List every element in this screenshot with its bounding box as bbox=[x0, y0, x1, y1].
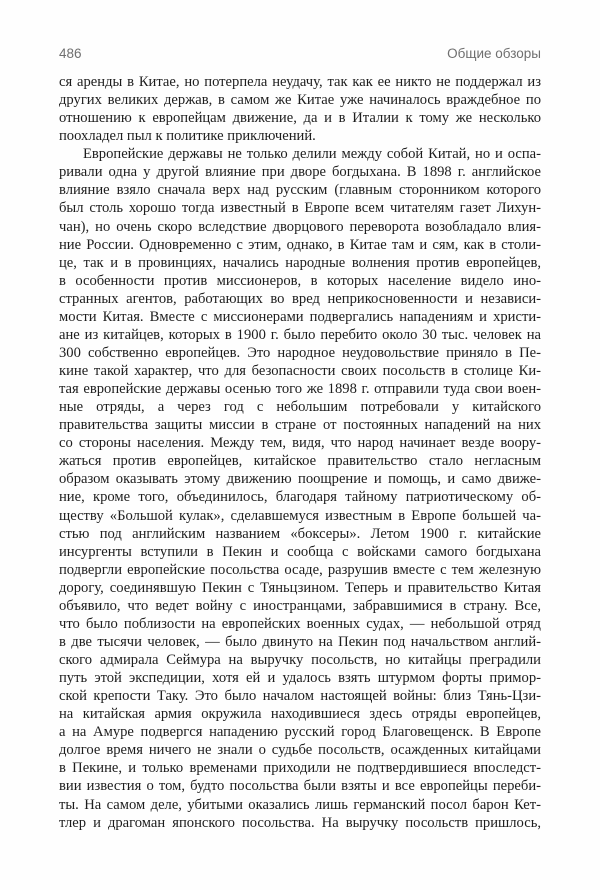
text-line: ане из китайцев, которых в 1900 г. было перебито около 30 тыс. человек на bbox=[59, 326, 541, 343]
text-line: кине такой характер, что для безопасности своих посольств в столице Ки- bbox=[59, 363, 541, 379]
text-line: долгое время ничего не знали о судьбе посольств, осажденных китайцами bbox=[59, 742, 541, 759]
text-line: поохладел пыл к политике приключений. bbox=[59, 128, 316, 145]
text-line: це, так и в провинциях, начались народные волнения против европейцев, bbox=[59, 254, 541, 271]
text-line: ные отряды, а через год с небольшим потребовали у китайского bbox=[59, 399, 541, 416]
text-line: других великих держав, в самом же Китае уже начиналось враждебное по bbox=[59, 92, 541, 109]
text-line: дорогу, соединявшую Пекин с Тяньцзином. Теперь и правительство Китая bbox=[59, 579, 541, 596]
text-line: мости Китая. Вместе с миссионерами подвергались нападениям и христи- bbox=[59, 308, 541, 325]
text-line: путь этой экспедиции, хотя ей и удалось взять штурмом форты примор- bbox=[59, 670, 541, 687]
text-line: ществу «Большой кулак», сделавшемуся известным в Европе большей ча- bbox=[59, 507, 541, 524]
text-line: жаться против европейцев, китайское правительство стало негласным bbox=[59, 453, 541, 470]
text-line: влияние взяло сначала верх над русским (главным сторонником которого bbox=[59, 182, 541, 199]
text-line: тая европейские державы осенью того же 1898 г. отправили туда свои воен- bbox=[59, 381, 541, 398]
text-line: отношению к европейцам движение, да и в Италии к тому же несколько bbox=[59, 110, 541, 127]
text-line: 300 собственно европейцев. Это народное неудовольствие приняло в Пе- bbox=[59, 344, 541, 361]
text-line: тлер и драгоман японского посольства. На выручку посольств пришлось, bbox=[59, 814, 541, 831]
text-line: инсургенты вступили в Пекин и сообща с войсками самого богдыхана bbox=[59, 543, 541, 560]
text-line: ты. На самом деле, убитыми оказались лишь германский посол барон Кет- bbox=[59, 796, 541, 813]
text-line: образом оказывать этому движению поощрение и помощь, и само движе- bbox=[59, 471, 541, 488]
text-line: в две тысячи человек, — было двинуто на Пекин под начальством англий- bbox=[59, 633, 541, 650]
text-line: подвергли европейские посольства осаде, разрушив вместе с тем железную bbox=[59, 561, 541, 578]
text-line: ние России. Одновременно с этим, однако, в Китае там и сям, как в столи- bbox=[59, 236, 541, 253]
text-line: ской крепости Таку. Это было началом настоящей войны: близ Тянь-Цзи- bbox=[59, 688, 541, 705]
paragraph-continuation bbox=[59, 73, 541, 145]
text-line: что было поблизости на европейских военных судах, — небольшой отряд bbox=[59, 615, 541, 632]
text-line: на китайская армия окружила находившиеся здесь отряды европейцев, bbox=[59, 706, 541, 723]
text-line: был столь хорошо тогда известный в Европе всем читателям газет Лихун- bbox=[59, 200, 541, 217]
text-line: а на Амуре подвергся нападению русский город Благовещенск. В Европе bbox=[59, 724, 541, 741]
text-line: ского адмирала Сеймура на выручку посольств, но китайцы преградили bbox=[59, 652, 541, 668]
page-number: 486 bbox=[59, 46, 82, 61]
text-line: стью под английским названием «боксеры». Летом 1900 г. китайские bbox=[59, 525, 541, 542]
text-line: чан), но очень скоро вследствие дворцового переворота возобладало влия- bbox=[59, 218, 541, 235]
text-line: объявило, что ведет войну с иностранцами, забравшимися в страну. Все, bbox=[59, 597, 541, 614]
text-line: странных агентов, работающих во вред неприкосновенности и независи- bbox=[59, 290, 541, 307]
text-line: в Пекине, и только временами приходили не подтвердившиеся впоследст- bbox=[59, 760, 541, 777]
text-line: Европейские державы не только делили между собой Китай, но и оспа- bbox=[83, 146, 541, 163]
body-text bbox=[59, 73, 541, 832]
text-line: ние, кроме того, объединилось, благодаря тайному патриотическому об- bbox=[59, 489, 541, 506]
text-line: вии известия о том, будто посольства были взяты и все европейцы переби- bbox=[59, 778, 541, 795]
section-title: Общие обзоры bbox=[447, 46, 541, 61]
text-line: в особенности против миссионеров, в которых население видело ино- bbox=[59, 272, 541, 289]
paragraph bbox=[59, 145, 541, 831]
text-line: ся аренды в Китае, но потерпела неудачу, так как ее никто не поддержал из bbox=[59, 74, 541, 90]
text-line: ривали одна у другой влияние при дворе богдыхана. В 1898 г. английское bbox=[59, 164, 541, 181]
page-header bbox=[59, 46, 541, 62]
text-line: со стороны населения. Между тем, видя, что народ начинает везде воору- bbox=[59, 435, 541, 452]
text-line: правительства защиты миссии в стране от постоянных нападений на них bbox=[59, 417, 541, 434]
